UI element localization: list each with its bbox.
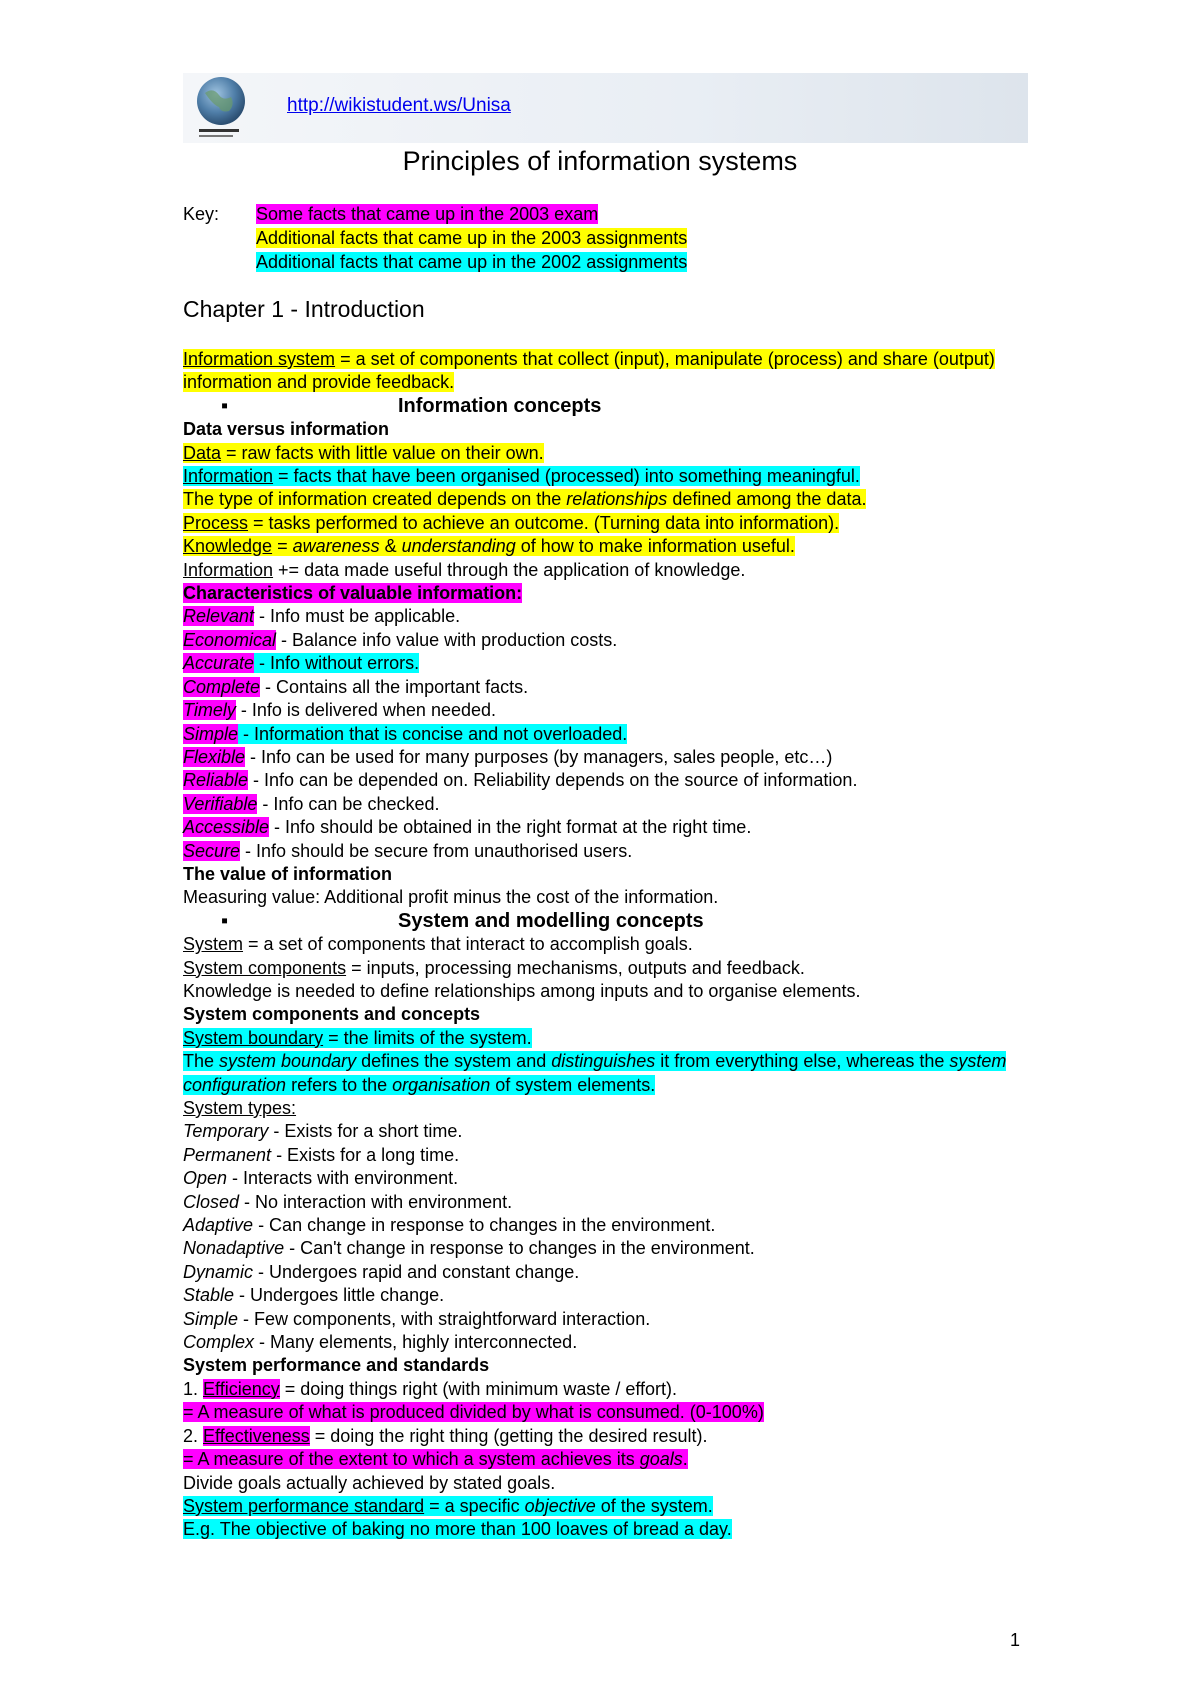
list-item: Flexible - Info can be used for many purposes (by managers, sales people, etc…) xyxy=(183,746,833,767)
process-definition: Process = tasks performed to achieve an outcome. (Turning data into information). xyxy=(183,512,840,533)
effectiveness-measure: = A measure of the extent to which a system achieves its goals. xyxy=(183,1449,688,1470)
info-type-line: The type of information created depends on the relationships defined among the data. xyxy=(183,489,867,510)
wikistudent-link[interactable]: http://wikistudent.ws/Unisa xyxy=(287,95,511,116)
data-definition: Data = raw facts with little value on their own. xyxy=(183,442,544,463)
list-item: Permanent - Exists for a long time. xyxy=(183,1144,460,1165)
boundary-paragraph: The system boundary defines the system and distinguishes it from everything else, whereas the system configuration refers to the organisation of system elements. xyxy=(183,1051,1007,1095)
performance-standard-definition: System performance standard = a specific objective of the system. xyxy=(183,1495,713,1516)
knowledge-needed-line: Knowledge is needed to define relationships among inputs and to organise elements. xyxy=(183,980,861,1001)
example-line: E.g. The objective of baking no more than 100 loaves of bread a day. xyxy=(183,1519,732,1540)
subheading: System components and concepts xyxy=(183,1004,481,1025)
list-item: Open - Interacts with environment. xyxy=(183,1168,459,1189)
system-definition: System = a set of components that interact to accomplish goals. xyxy=(183,934,693,955)
list-item: Stable - Undergoes little change. xyxy=(183,1285,445,1306)
list-item: Reliable - Info can be depended on. Reliability depends on the source of information. xyxy=(183,770,858,791)
list-item: Accurate - Info without errors. xyxy=(183,653,420,674)
subheading: System performance and standards xyxy=(183,1355,490,1376)
section-heading: ▪ Information concepts xyxy=(221,394,602,417)
info-plus-definition: Information += data made useful through the application of knowledge. xyxy=(183,559,746,580)
efficiency-line: 1. Efficiency = doing things right (with minimum waste / effort). xyxy=(183,1378,678,1399)
list-item: Accessible - Info should be obtained in the right format at the right time. xyxy=(183,817,752,838)
list-item: Relevant - Info must be applicable. xyxy=(183,606,461,627)
page-number: 1 xyxy=(1010,1630,1021,1650)
chapter-heading: Chapter 1 - Introduction xyxy=(183,296,425,322)
key-item-exam: Some facts that came up in the 2003 exam xyxy=(256,204,599,224)
section-heading: ▪ System and modelling concepts xyxy=(221,909,704,932)
key-label: Key: xyxy=(183,204,220,224)
system-types-label: System types: xyxy=(183,1098,297,1118)
list-item: Simple - Information that is concise and not overloaded. xyxy=(183,723,628,744)
list-item: Verifiable - Info can be checked. xyxy=(183,793,440,814)
list-item: Adaptive - Can change in response to changes in the environment. xyxy=(183,1215,716,1236)
effectiveness-line: 2. Effectiveness = doing the right thing (getting the desired result). xyxy=(183,1425,708,1446)
is-definition: Information system = a set of components that collect (input), manipulate (process) and share (output) information and provide feedback. xyxy=(183,349,995,393)
subheading: Data versus information xyxy=(183,419,390,440)
page-header xyxy=(183,73,1028,143)
key-item-2003-assignments: Additional facts that came up in the 2003 assignments xyxy=(256,228,688,248)
page-title: Principles of information systems xyxy=(402,146,798,176)
boundary-definition: System boundary = the limits of the system. xyxy=(183,1027,532,1048)
divide-goals-line: Divide goals actually achieved by stated goals. xyxy=(183,1472,556,1493)
list-item: Closed - No interaction with environment. xyxy=(183,1191,513,1212)
subheading: The value of information xyxy=(183,863,393,884)
list-item: Timely - Info is delivered when needed. xyxy=(183,700,497,721)
measuring-line: Measuring value: Additional profit minus the cost of the information. xyxy=(183,887,719,908)
knowledge-definition: Knowledge = awareness & understanding of how to make information useful. xyxy=(183,536,795,557)
chapter-content xyxy=(183,348,1033,1542)
list-item: Nonadaptive - Can't change in response to changes in the environment. xyxy=(183,1238,755,1259)
key-legend xyxy=(256,202,687,274)
list-item: Dynamic - Undergoes rapid and constant change. xyxy=(183,1261,580,1282)
efficiency-measure: = A measure of what is produced divided by what is consumed. (0-100%) xyxy=(183,1402,764,1423)
list-item: Economical - Balance info value with production costs. xyxy=(183,629,618,650)
subheading: Characteristics of valuable information: xyxy=(183,583,523,604)
list-item: Temporary - Exists for a short time. xyxy=(183,1121,463,1142)
globe-logo-icon xyxy=(191,75,251,141)
list-item: Secure - Info should be secure from unauthorised users. xyxy=(183,840,633,861)
list-item: Simple - Few components, with straightforward interaction. xyxy=(183,1308,651,1329)
list-item: Complete - Contains all the important facts. xyxy=(183,676,529,697)
info-definition: Information = facts that have been organised (processed) into something meaningful. xyxy=(183,466,860,487)
key-item-2002-assignments: Additional facts that came up in the 2002 assignments xyxy=(256,252,688,272)
list-item: Complex - Many elements, highly interconnected. xyxy=(183,1332,578,1353)
system-components-definition: System components = inputs, processing mechanisms, outputs and feedback. xyxy=(183,957,805,978)
